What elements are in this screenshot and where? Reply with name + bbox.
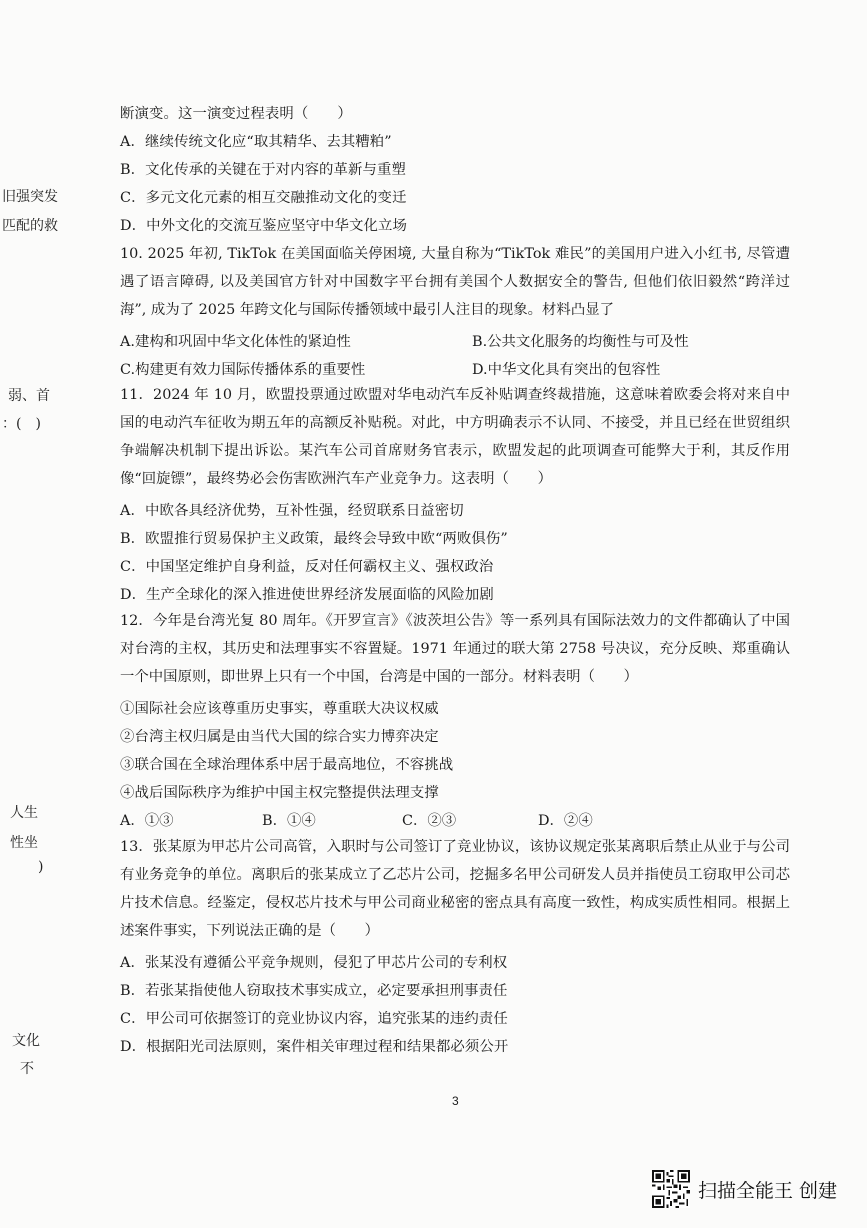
question-12-option-c: C．②③ (402, 813, 457, 829)
margin-fragment: ：( ) (2, 416, 41, 432)
question-12-item-1: ①国际社会应该尊重历史事实，尊重联大决议权威 (120, 701, 439, 717)
qr-code-icon (652, 1170, 690, 1208)
scanner-brand-label: 扫描全能王 创建 (698, 1179, 838, 1202)
question-12-option-d: D．②④ (538, 813, 593, 829)
question-11-option-c: C．中国坚定维护自身利益，反对任何霸权主义、强权政治 (120, 559, 494, 575)
question-10-option-c: C.构建更有效力国际传播体系的重要性 (120, 362, 366, 378)
question-10-option-b: B.公共文化服务的均衡性与可及性 (472, 334, 689, 350)
question-11-option-d: D．生产全球化的深入推进使世界经济发展面临的风险加剧 (120, 587, 494, 603)
margin-fragment: 人生 (10, 805, 38, 821)
question-13-stem: 13．张某原为甲芯片公司高管，入职时与公司签订了竞业协议，该协议规定张某离职后禁止从业于与公司有业务竞争的单位。离职后的张某成立了乙芯片公司，挖掘多名甲公司研发人员并指使员工窃取甲公司芯片技术信息。经鉴定，侵权芯片技术与甲公司商业秘密的密点具有高度一致性，构成实质性相同。根据上述案件事实，下列说法正确的是（ ） (120, 839, 790, 939)
question-10-stem: 10. 2025 年初, TikTok 在美国面临关停困境, 大量自称为“TikTok 难民”的美国用户进入小红书, 尽管遭遇了语言障碍, 以及美国官方针对中国数字平台拥有美国个人数据安全的警告, 但他们依旧毅然“跨洋过海”, 成为了 2025 年跨文化与国际传播领域中最引人注目的现象。材料凸显了 (120, 246, 790, 318)
question-13-option-c: C．甲公司可依据签订的竞业协议内容，追究张某的违约责任 (120, 1011, 508, 1027)
question-11-option-a: A．中欧各具经济优势，互补性强，经贸联系日益密切 (120, 503, 464, 519)
margin-fragment: 弱、首 (8, 388, 50, 404)
question-10-option-a: A.建构和巩固中华文化体性的紧迫性 (120, 334, 351, 350)
margin-fragment: 不 (20, 1061, 34, 1077)
question-12-option-b: B．①④ (262, 813, 316, 829)
question-12-option-a: A．①③ (120, 813, 174, 829)
page-number: 3 (452, 1094, 459, 1108)
margin-fragment: 旧强突发 (2, 189, 58, 205)
question-13-option-b: B．若张某指使他人窃取技术事实成立，必定要承担刑事责任 (120, 983, 508, 999)
question-12-item-3: ③联合国在全球治理体系中居于最高地位，不容挑战 (120, 757, 454, 773)
question-12-item-4: ④战后国际秩序为维护中国主权完整提供法理支撑 (120, 785, 439, 801)
question-13-option-d: D．根据阳光司法原则，案件相关审理过程和结果都必须公开 (120, 1039, 509, 1055)
question-12-stem: 12．今年是台湾光复 80 周年。《开罗宣言》《波茨坦公告》等一系列具有国际法效力的文件都确认了中国对台湾的主权，其历史和法理事实不容置疑。1971 年通过的联大第 2758 号决议，充分反映、郑重确认一个中国原则，即世界上只有一个中国，台湾是中国的一部分。材料表明（ ） (120, 613, 790, 685)
question-9-option-d: D．中外文化的交流互鉴应坚守中华文化立场 (120, 218, 407, 234)
margin-fragment: 文化 (12, 1033, 40, 1049)
question-9-stem-end: 断演变。这一演变过程表明（ ） (120, 106, 352, 122)
question-10-option-d: D.中华文化具有突出的包容性 (472, 362, 661, 378)
question-13-option-a: A．张某没有遵循公平竞争规则，侵犯了甲芯片公司的专利权 (120, 955, 508, 971)
question-9-option-c: C．多元文化元素的相互交融推动文化的变迁 (120, 190, 407, 206)
question-11-stem: 11．2024 年 10 月，欧盟投票通过欧盟对华电动汽车反补贴调查终裁措施，这意味着欧委会将对来自中国的电动汽车征收为期五年的高额反补贴税。对此，中方明确表示不认同、不接受，并且已经在世贸组织争端解决机制下提出诉讼。某汽车公司首席财务官表示，欧盟发起的此项调查可能弊大于利，其反作用像“回旋镖”，最终势必会伤害欧洲汽车产业竞争力。这表明（ ） (120, 387, 790, 487)
question-9-option-b: B．文化传承的关键在于对内容的革新与重塑 (120, 162, 406, 178)
question-9-option-a: A．继续传统文化应“取其精华、去其糟粕” (120, 134, 392, 150)
margin-fragment: 匹配的救 (2, 218, 58, 234)
question-12-item-2: ②台湾主权归属是由当代大国的综合实力博弈决定 (120, 729, 439, 745)
scanner-watermark (652, 1170, 837, 1208)
question-11-option-b: B．欧盟推行贸易保护主义政策，最终会导致中欧“两败俱伤” (120, 531, 508, 547)
margin-fragment: ) (38, 859, 44, 875)
margin-fragment: 性坐 (10, 835, 38, 851)
